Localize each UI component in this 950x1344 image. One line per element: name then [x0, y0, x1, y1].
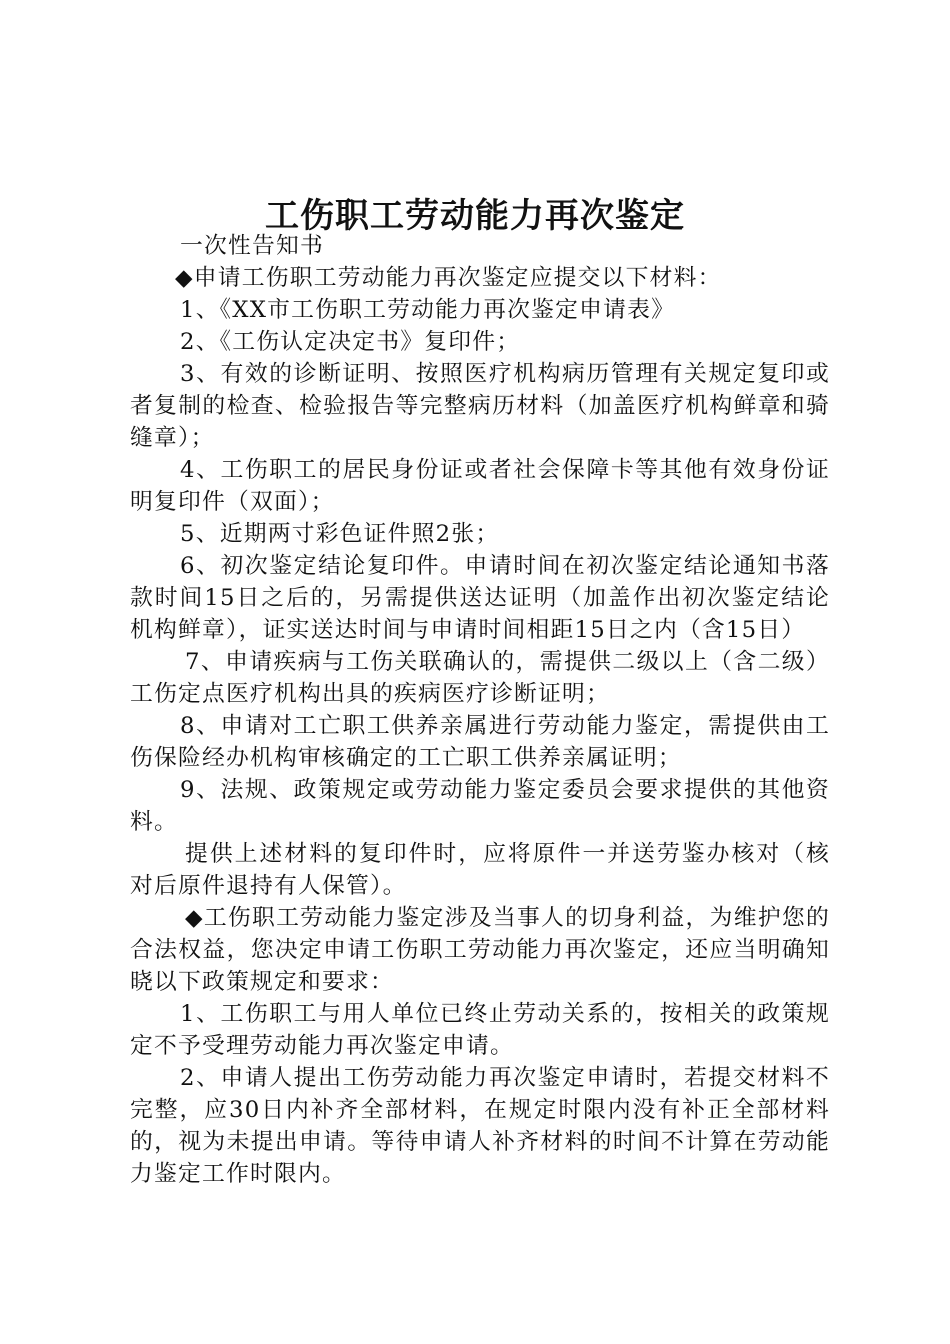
document-body — [130, 230, 830, 1190]
material-item-2: 2、《工伤认定决定书》复印件； — [180, 329, 521, 355]
section-heading-materials: ◆申请工伤职工劳动能力再次鉴定应提交以下材料： — [175, 265, 722, 291]
material-item-1: 1、《XX市工伤职工劳动能力再次鉴定申请表》 — [180, 297, 676, 323]
copy-note: 提供上述材料的复印件时，应将原件一并送劳鉴办核对（核对后原件退持有人保管）。 — [130, 841, 830, 899]
material-item-5: 5、近期两寸彩色证件照2张； — [180, 521, 500, 547]
material-item-8: 8、申请对工亡职工供养亲属进行劳动能力鉴定，需提供由工伤保险经办机构审核确定的工亡职工供养亲属证明； — [130, 713, 830, 771]
subtitle: 一次性告知书 — [180, 233, 324, 259]
section-heading-policy: ◆工伤职工劳动能力鉴定涉及当事人的切身利益，为维护您的合法权益，您决定申请工伤职工劳动能力再次鉴定，还应当明确知晓以下政策规定和要求： — [130, 905, 830, 995]
material-item-9: 9、法规、政策规定或劳动能力鉴定委员会要求提供的其他资料。 — [130, 777, 830, 835]
material-item-7: 7、申请疾病与工伤关联确认的，需提供二级以上（含二级）工伤定点医疗机构出具的疾病医疗诊断证明； — [130, 649, 830, 707]
material-item-6: 6、初次鉴定结论复印件。申请时间在初次鉴定结论通知书落款时间15日之后的，另需提供送达证明（加盖作出初次鉴定结论机构鲜章），证实送达时间与申请时间相距15日之内（含15日） — [130, 553, 830, 643]
policy-rule-2: 2、申请人提出工伤劳动能力再次鉴定申请时，若提交材料不完整，应30日内补齐全部材料，在规定时限内没有补正全部材料的，视为未提出申请。等待申请人补齐材料的时间不计算在劳动能力鉴定工作时限内。 — [130, 1065, 830, 1187]
material-item-4: 4、工伤职工的居民身份证或者社会保障卡等其他有效身份证明复印件（双面）； — [130, 457, 830, 515]
policy-rule-1: 1、工伤职工与用人单位已终止劳动关系的，按相关的政策规定不予受理劳动能力再次鉴定申请。 — [130, 1001, 830, 1059]
document-title: 工伤职工劳动能力再次鉴定 — [265, 196, 685, 236]
material-item-3: 3、有效的诊断证明、按照医疗机构病历管理有关规定复印或者复制的检查、检验报告等完整病历材料（加盖医疗机构鲜章和骑缝章）； — [130, 361, 830, 451]
